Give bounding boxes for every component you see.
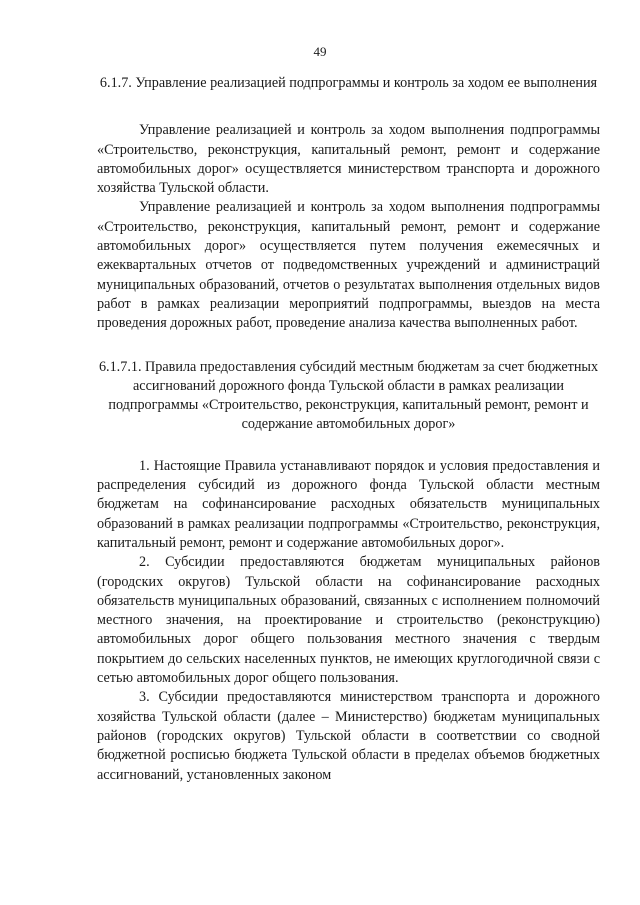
subsection-heading: 6.1.7.1. Правила предоставления субсидий местным бюджетам за счет бюджетных ассигнований дорожного фонда Тульской области в рамках реализации подпрограммы «Строительство, реконструкция, капитальный ремонт, ремонт и содержание автомобильных дорог»: [98, 358, 599, 433]
document-body: [97, 74, 600, 785]
section-heading: 6.1.7. Управление реализацией подпрограммы и контроль за ходом ее выполнения: [99, 75, 598, 91]
rules-paragraph-2: 2. Субсидии предоставляются бюджетам муниципальных районов (городских округов) Тульской области на софинансирование расходных обязательств муниципальных образований, связанных с исполнением полномочий местного значения, на проектирование и строительство (реконструкцию) автомобильных дорог общего пользования местного значения с твердым покрытием до сельских населенных пунктов, не имеющих круглогодичной связи с сетью автомобильных дорог общего пользования.: [97, 554, 600, 687]
page-number: 49: [313, 44, 327, 59]
intro-paragraph-2: Управление реализацией и контроль за ходом выполнения подпрограммы «Строительство, реконструкция, капитальный ремонт, ремонт и содержание автомобильных дорог» осуществляется путем получения ежемесячных и ежеквартальных отчетов от подведомственных учреждений и администраций муниципальных образований, отчетов о результатах выполнения отдельных видов работ в рамках реализации мероприятий подпрограммы, выездов на места проведения дорожных работ, проведение анализа качества выполненных работ.: [97, 199, 600, 332]
rules-paragraph-1: 1. Настоящие Правила устанавливают порядок и условия предоставления и распределения субсидий из дорожного фонда Тульской области местным бюджетам на софинансирование расходных обязательств муниципальных образований в рамках реализации подпрограммы «Строительство, реконструкция, капитальный ремонт, ремонт и содержание автомобильных дорог».: [97, 457, 600, 551]
intro-paragraph-1: Управление реализацией и контроль за ходом выполнения подпрограммы «Строительство, реконструкция, капитальный ремонт, ремонт и содержание автомобильных дорог» осуществляется министерством транспорта и дорожного хозяйства Тульской области.: [97, 122, 600, 197]
rules-paragraph-3: 3. Субсидии предоставляются министерством транспорта и дорожного хозяйства Тульской области (далее – Министерство) бюджетам муниципальных районов (городских округов) Тульской области в соответствии со сводной бюджетной росписью бюджета Тульской области в пределах объемов бюджетных ассигнований, установленных законом: [97, 689, 600, 783]
